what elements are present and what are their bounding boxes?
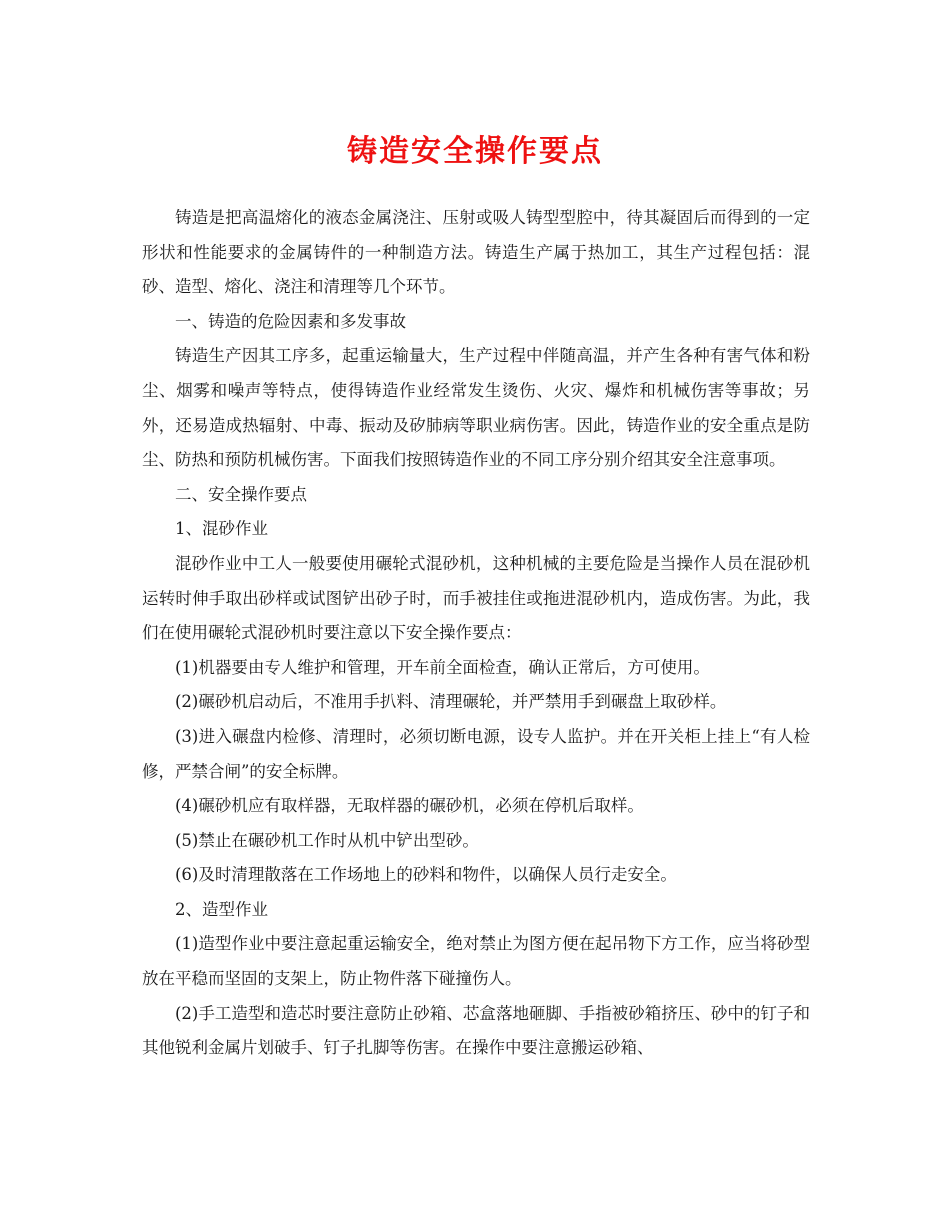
document-title: 铸造安全操作要点 (347, 134, 603, 169)
paragraph-intro: 铸造是把高温熔化的液态金属浇注、压射或吸人铸型型腔中，待其凝固后而得到的一定形状和性能要求的金属铸件的一种制造方法。铸造生产属于热加工，其生产过程包括：混砂、造型、熔化、浇注和清理等几个环节。 (142, 208, 810, 297)
list-item-sand-1: (1)机器要由专人维护和管理，开车前全面检查，确认正常后，方可使用。 (175, 657, 710, 677)
list-item-molding-1: (1)造型作业中要注意起重运输安全，绝对禁止为图方便在起吊物下方工作，应当将砂型放在平稳而坚固的支架上，防止物件落下碰撞伤人。 (142, 934, 810, 989)
list-item-sand-6: (6)及时清理散落在工作场地上的砂料和物件，以确保人员行走安全。 (175, 865, 677, 885)
list-item-molding-2: (2)手工造型和造芯时要注意防止砂箱、芯盒落地砸脚、手指被砂箱挤压、砂中的钉子和其他锐利金属片划破手、钉子扎脚等伤害。在操作中要注意搬运砂箱、 (142, 1003, 810, 1058)
section-heading-safety-points: 二、安全操作要点 (175, 484, 307, 504)
section-heading-hazards: 一、铸造的危险因素和多发事故 (175, 311, 406, 331)
subsection-heading-molding: 2、造型作业 (175, 899, 268, 919)
subsection-heading-sand-mixing: 1、混砂作业 (175, 519, 268, 539)
list-item-sand-3: (3)进入碾盘内检修、清理时，必须切断电源，设专人监护。并在开关柜上挂上“有人检修，严禁合闸”的安全标牌。 (142, 726, 810, 781)
paragraph-hazards: 铸造生产因其工序多，起重运输量大，生产过程中伴随高温，并产生各种有害气体和粉尘、烟雾和噪声等特点，使得铸造作业经常发生烫伤、火灾、爆炸和机械伤害等事故；另外，还易造成热辐射、中毒、振动及矽肺病等职业病伤害。因此，铸造作业的安全重点是防尘、防热和预防机械伤害。下面我们按照铸造作业的不同工序分别介绍其安全注意事项。 (142, 346, 810, 470)
paragraph-sand-mixing: 混砂作业中工人一般要使用碾轮式混砂机，这种机械的主要危险是当操作人员在混砂机运转时伸手取出砂样或试图铲出砂子时，而手被挂住或拖进混砂机内，造成伤害。为此，我们在使用碾轮式混砂机时要注意以下安全操作要点： (142, 553, 810, 643)
list-item-sand-2: (2)碾砂机启动后，不准用手扒料、清理碾轮，并严禁用手到碾盘上取砂样。 (175, 692, 727, 712)
list-item-sand-4: (4)碾砂机应有取样器，无取样器的碾砂机，必须在停机后取样。 (175, 796, 644, 816)
list-item-sand-5: (5)禁止在碾砂机工作时从机中铲出型砂。 (175, 830, 479, 850)
document-body (142, 201, 810, 1066)
